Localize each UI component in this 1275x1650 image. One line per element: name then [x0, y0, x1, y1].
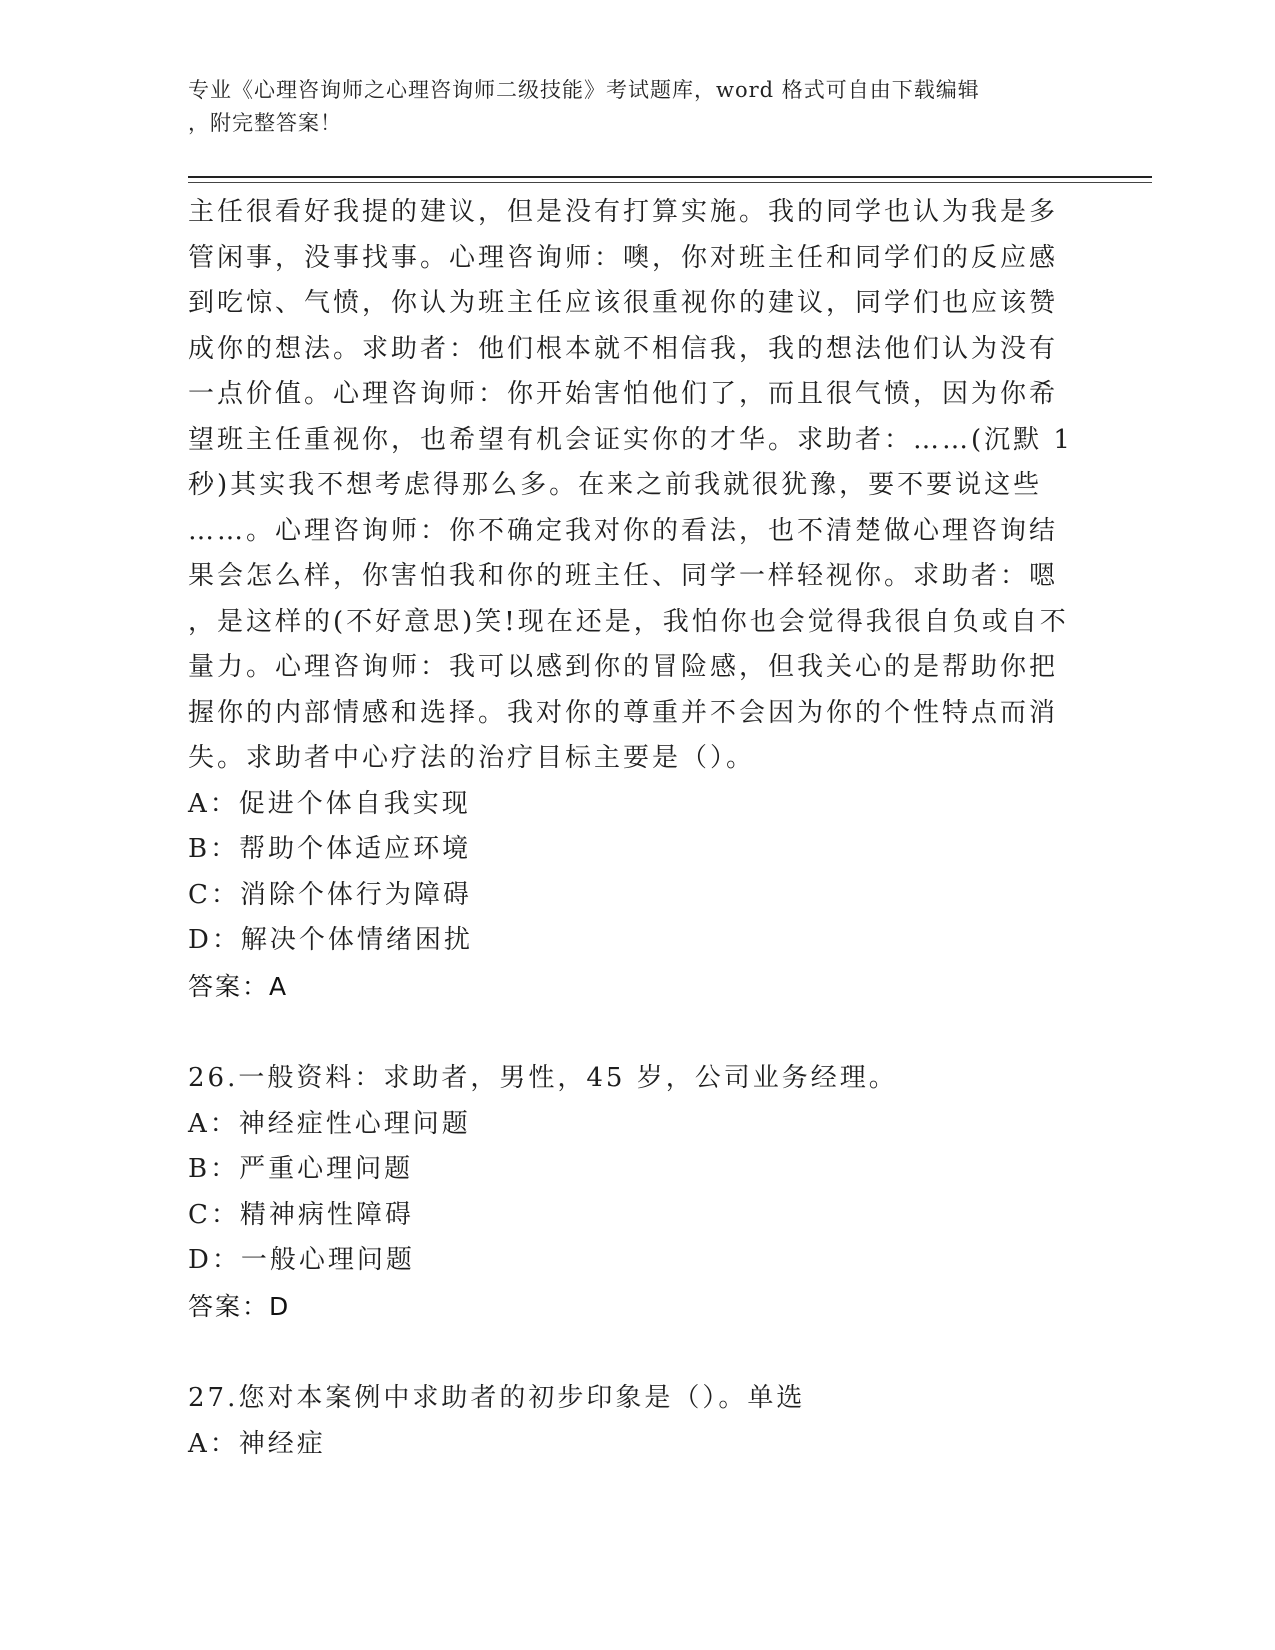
- question-25-answer: 答案：A: [188, 971, 289, 1001]
- passage-line: 望班主任重视你，也希望有机会证实你的才华。求助者：……(沉默 1: [188, 424, 1073, 455]
- option-a: A：促进个体自我实现: [188, 788, 471, 819]
- passage-line: 失。求助者中心疗法的治疗目标主要是（）。: [188, 743, 756, 773]
- question-26-stem: 26.一般资料：求助者，男性，45 岁，公司业务经理。: [188, 1063, 898, 1093]
- header-title-line-1: 专业《心理咨询师之心理咨询师二级技能》考试题库，word 格式可自由下载编辑: [188, 78, 980, 102]
- question-27-stem: 27.您对本案例中求助者的初步印象是（）。单选: [188, 1383, 806, 1413]
- option-d: D：一般心理问题: [188, 1245, 415, 1275]
- passage-line: 到吃惊、气愤，你认为班主任应该很重视你的建议，同学们也应该赞: [188, 288, 1059, 318]
- passage-line: 成你的想法。求助者：他们根本就不相信我，我的想法他们认为没有: [188, 333, 1059, 364]
- question-26: [188, 1056, 1088, 1284]
- document-body: [188, 190, 1088, 1467]
- option-b: B：严重心理问题: [188, 1154, 414, 1184]
- option-a: A：神经症: [188, 1428, 326, 1459]
- passage-line: 果会怎么样，你害怕我和你的班主任、同学一样轻视你。求助者：嗯: [188, 561, 1059, 591]
- option-b: B：帮助个体适应环境: [188, 834, 472, 864]
- case-passage: [188, 190, 1088, 782]
- passage-line: 主任很看好我提的建议，但是没有打算实施。我的同学也认为我是多: [188, 197, 1059, 227]
- document-header: [188, 74, 1068, 140]
- passage-line: ，是这样的(不好意思)笑!现在还是，我怕你也会觉得我很自负或自不: [188, 606, 1069, 637]
- option-d: D：解决个体情绪困扰: [188, 925, 473, 955]
- question-spacer: [188, 1009, 1088, 1056]
- header-divider-thin: [188, 182, 1152, 183]
- passage-line: 握你的内部情感和选择。我对你的尊重并不会因为你的个性特点而消: [188, 697, 1059, 728]
- passage-line: 秒)其实我不想考虑得那么多。在来之前我就很犹豫，要不要说这些: [188, 470, 1043, 500]
- passage-line: 一点价值。心理咨询师：你开始害怕他们了，而且很气愤，因为你希: [188, 379, 1059, 409]
- passage-line: 管闲事，没事找事。心理咨询师：噢，你对班主任和同学们的反应感: [188, 242, 1059, 273]
- option-c: C：消除个体行为障碍: [188, 879, 472, 910]
- header-title-line-2: ，附完整答案！: [188, 111, 342, 135]
- question-27: [188, 1376, 1088, 1467]
- header-divider-thick: [188, 176, 1152, 178]
- passage-line: ……。心理咨询师：你不确定我对你的看法，也不清楚做心理咨询结: [188, 515, 1059, 546]
- question-26-answer: 答案：D: [188, 1291, 291, 1321]
- passage-line: 量力。心理咨询师：我可以感到你的冒险感，但我关心的是帮助你把: [188, 652, 1059, 682]
- question-25-options: [188, 782, 1088, 964]
- option-a: A：神经症性心理问题: [188, 1108, 471, 1139]
- question-spacer: [188, 1329, 1088, 1376]
- option-c: C：精神病性障碍: [188, 1199, 414, 1230]
